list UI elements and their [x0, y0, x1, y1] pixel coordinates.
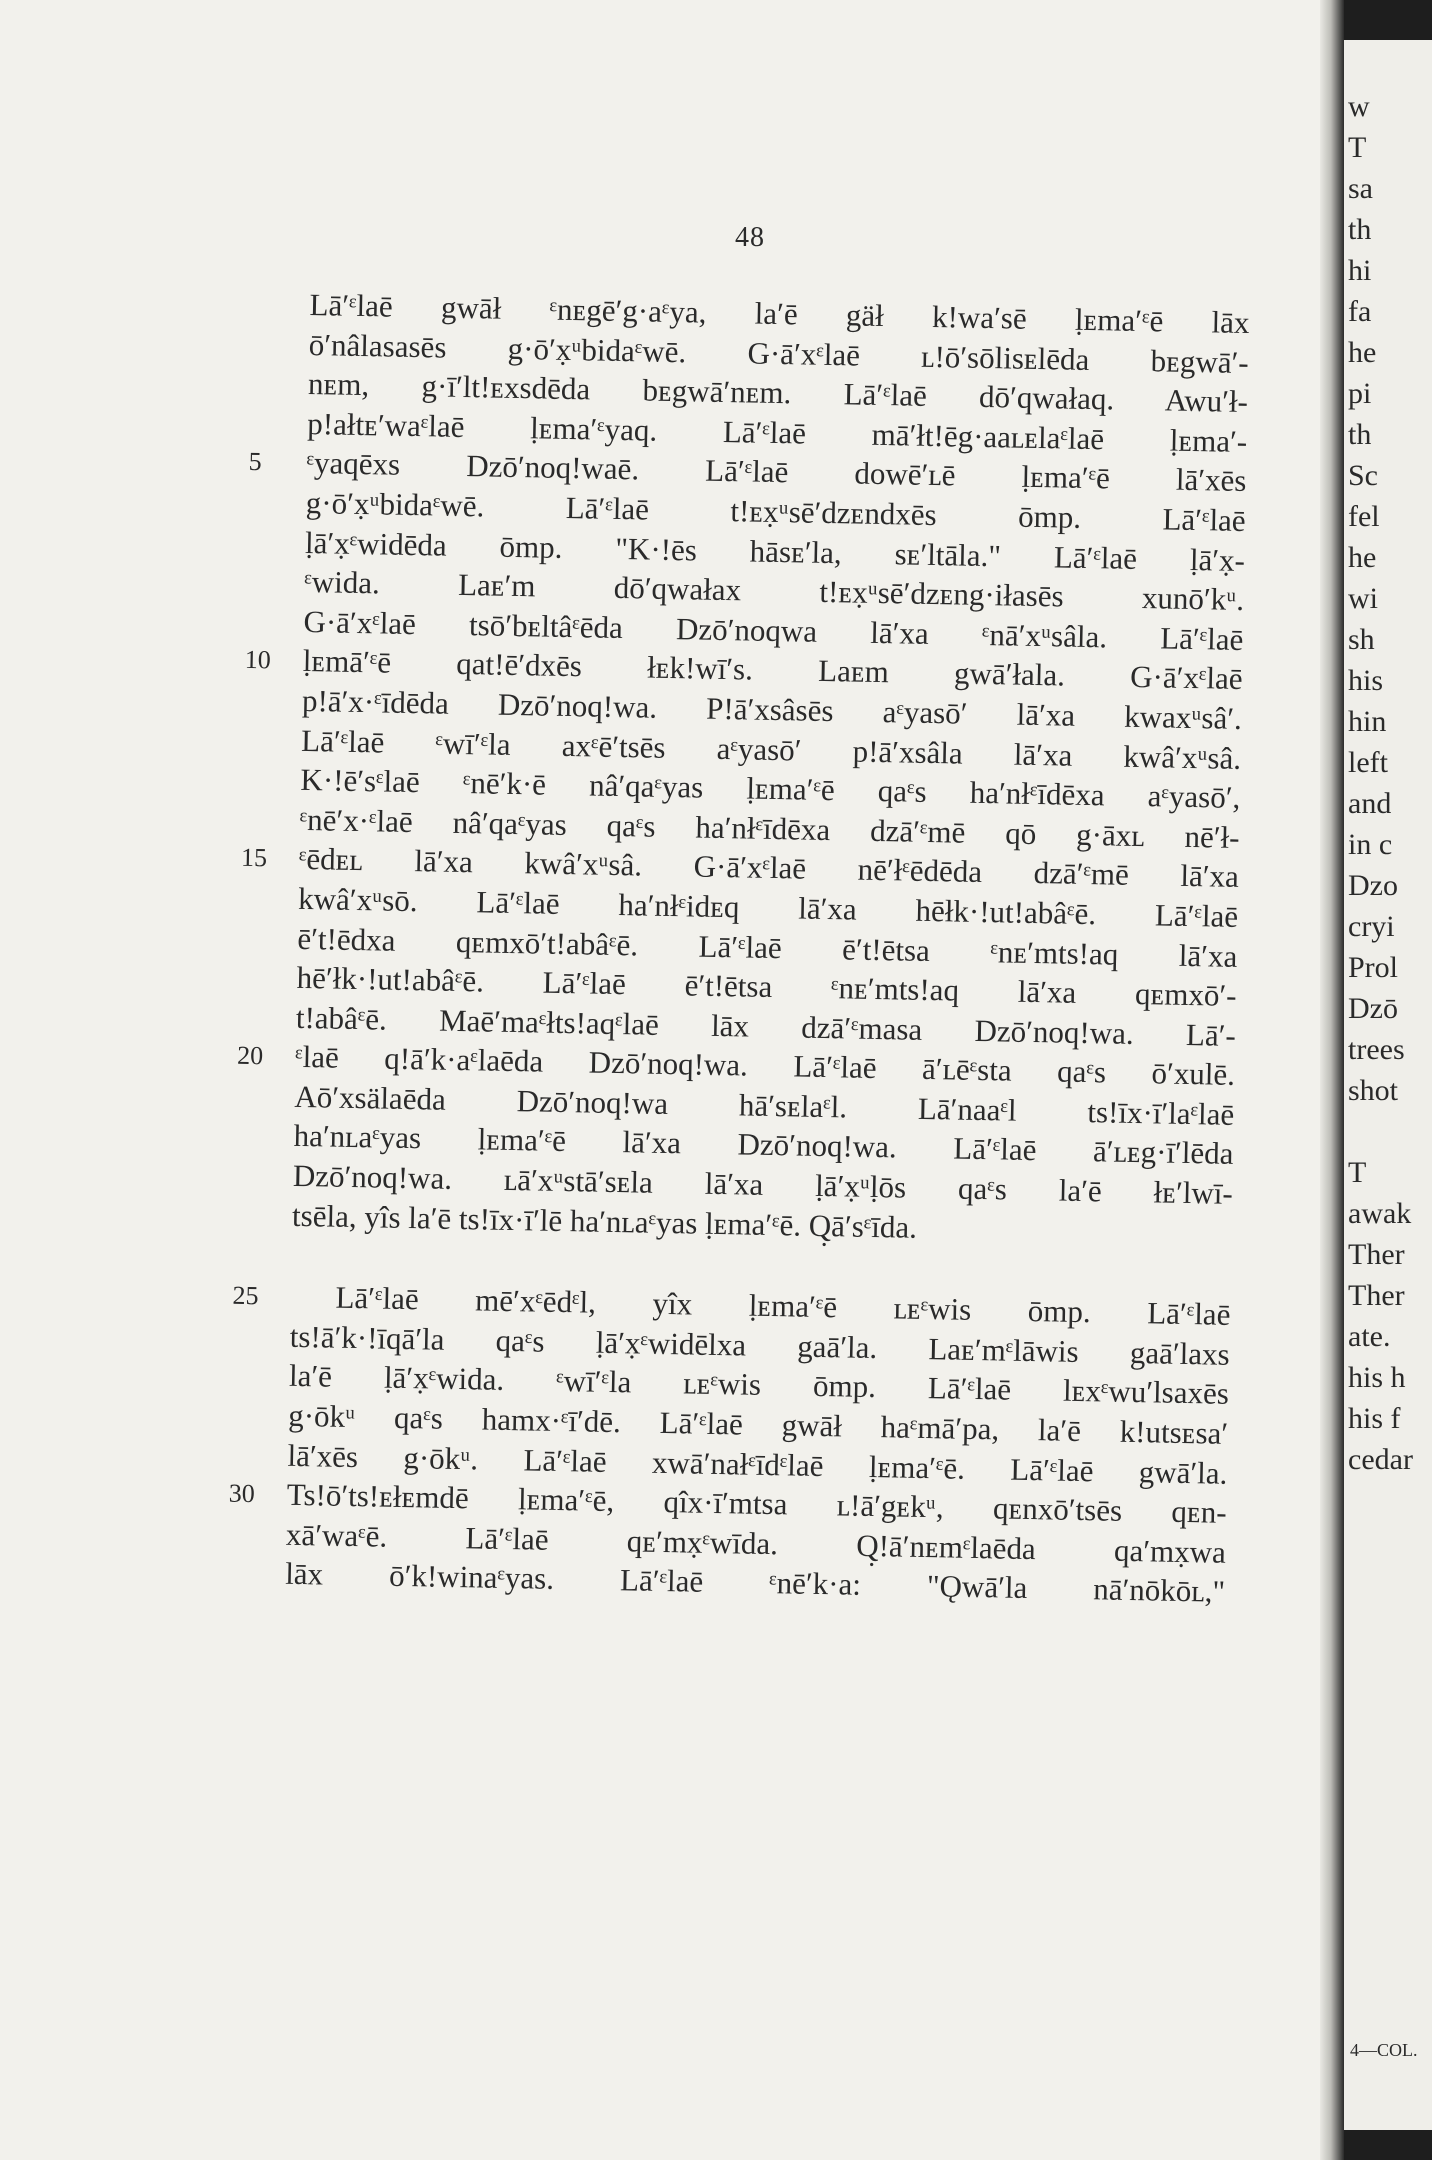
facing-line: Ther [1348, 1279, 1405, 1312]
text-line: xā′waᵋē. Lā′ᵋlaē qᴇ′mx̣ᵋwīda. Q̣!ā′nᴇmᵋlaēda qa′mx̣wa [285, 1516, 1227, 1570]
line-number: 30 [228, 1478, 256, 1509]
text-line: ḷā′x̣ᵋwidēda ōmp. "K·!ēs hāsᴇ′la, sᴇ′ltāla." Lā′ᵋlaē ḷā′x̣- [304, 524, 1246, 578]
text-line: nᴇm, g·ī′lt!ᴇxsdēda bᴇgwā′nᴇm. Lā′ᵋlaē dō′qwałaq. Awu′ł- [307, 366, 1249, 420]
facing-line: T [1348, 1156, 1367, 1189]
facing-line: in c [1348, 828, 1393, 861]
facing-line: his f [1348, 1402, 1401, 1435]
facing-line: hi [1348, 254, 1372, 287]
text-line: p!ā′x·ᵋīdēda Dzō′noq!wa. P!ā′xsâsēs aᵋyasō′ lā′xa kwaxᵘsâ′. [301, 682, 1243, 736]
body-text [228, 285, 1250, 1612]
facing-line: trees [1348, 1033, 1405, 1066]
text-line: Lā′ᵋlaē ᵋwī′ᵋla axᵋē′tsēs aᵋyasō′ p!ā′xsâla lā′xa kwâ′xᵘsâ. [300, 722, 1242, 776]
facing-line: ate. [1348, 1320, 1391, 1353]
text-line-content: Ts!ō′ts!ᴇłᴇmdē ḷᴇma′ᵋē, qîx·ī′mtsa ʟ!ā′gᴇkᵘ, qᴇnxō′tsēs qᴇn- [286, 1476, 1227, 1531]
text-line-content: ḷᴇmā′ᵋē qat!ē′dxēs łᴇk!wī′s. Laᴇm gwā′łala. G·ā′xᵋlaē [302, 643, 1243, 697]
facing-line: his h [1348, 1361, 1406, 1394]
text-line: t!abâᵋē. Maē′maᵋłts!aqᵋlaē lāx dzā′ᵋmasa Dzō′noq!wa. Lā′- [295, 999, 1237, 1053]
facing-line: and [1348, 787, 1392, 820]
text-line: la′ē ḷā′x̣ᵋwida. ᵋwī′ᵋla ʟᴇᵋwis ōmp. Lā′ᵋlaē lᴇxᵋwu′lsaxēs [288, 1358, 1230, 1412]
facing-line: Ther [1348, 1238, 1405, 1271]
line-number: 10 [244, 645, 272, 675]
facing-line [1344, 1111, 1432, 1152]
facing-line: cedar [1348, 1443, 1413, 1476]
facing-line: th [1348, 213, 1372, 246]
text-line: G·ā′xᵋlaē tsō′bᴇltâᵋēda Dzō′noqwa lā′xa ᵋnā′xᵘsâla. Lā′ᵋlaē [303, 603, 1244, 657]
text-line: g·ōkᵘ qaᵋs hamx·ᵋī′dē. Lā′ᵋlaē gwāł haᵋmā′pa, la′ē k!utsᴇsa′ [287, 1397, 1229, 1451]
text-line-content: ᵋēdᴇʟ lā′xa kwâ′xᵘsâ. G·ā′xᵋlaē nē′łᵋēdēda dzā′ᵋmē lā′xa [298, 841, 1240, 895]
line-number: 25 [232, 1280, 259, 1311]
facing-line: he [1348, 336, 1377, 369]
page-number: 48 [735, 222, 765, 253]
text-line: ō′nâlasasēs g·ō′x̣ᵘbidaᵋwē. G·ā′xᵋlaē ʟ!ō′sōlisᴇlēda bᴇgwā′- [308, 326, 1250, 380]
facing-line: Sc [1348, 459, 1378, 492]
facing-line: sh [1348, 623, 1375, 656]
text-line: g·ō′x̣ᵘbidaᵋwē. Lā′ᵋlaē t!ᴇx̣ᵘsē′dzᴇndxēs ōmp. Lā′ᵋlaē [305, 484, 1246, 538]
text-line: ts!ā′k·!īqā′la qaᵋs ḷā′x̣ᵋwidēlxa gaā′la. Laᴇ′mᵋlāwis gaā′laxs [289, 1318, 1230, 1372]
text-line-content: ᵋlaē q!ā′k·aᵋlaēda Dzō′noq!wa. Lā′ᵋlaē ā′ʟēᵋsta qaᵋs ō′xulē. [294, 1039, 1236, 1093]
facing-line: his [1348, 664, 1384, 697]
facing-line: w [1348, 90, 1370, 123]
signature-mark: 4—COL. [1350, 2040, 1418, 2060]
facing-line: pi [1348, 377, 1372, 410]
text-line: ᵋwida. Laᴇ′m dō′qwałax t!ᴇx̣ᵘsē′dzᴇng·iłasēs xunō′kᵘ. [303, 564, 1245, 618]
facing-line: T [1348, 131, 1367, 164]
text-line: lāx ō′k!winaᵋyas. Lā′ᵋlaē ᵋnē′k·a: "Ǫwā′la nā′nōkōʟ," [284, 1556, 1226, 1610]
text-line: Dzō′noq!wa. ʟā′xᵘstā′sᴇla lā′xa ḷā′x̣ᵘḷōs qaᵋs la′ē łᴇ′lwī- [292, 1157, 1234, 1211]
facing-line: he [1348, 541, 1377, 574]
text-line: Lā′ᵋlaē gwāł ᵋnᴇgē′g·aᵋya, la′ē gäł k!wa′sē ḷᴇma′ᵋē lāx [309, 286, 1250, 341]
text-line: lā′xēs g·ōkᵘ. Lā′ᵋlaē xwā′nałᵋīdᵋlaē ḷᴇma′ᵋē. Lā′ᵋlaē gwā′la. [287, 1437, 1228, 1491]
facing-line: Dzō [1348, 992, 1398, 1025]
text-line-content: ᵋyaqēxs Dzō′noq!waē. Lā′ᵋlaē dowē′ʟē ḷᴇma′ᵋē lā′xēs [306, 445, 1247, 499]
facing-line: Dzo [1348, 869, 1398, 902]
book-gutter [1320, 0, 1344, 2160]
facing-line: Prol [1348, 951, 1399, 984]
text-line: tsēla, yîs la′ē ts!īx·ī′lē ha′nʟaᵋyas ḷᴇma′ᵋē. Q̣ā′sᵋīda. [291, 1197, 918, 1245]
text-line: kwâ′xᵘsō. Lā′ᵋlaē ha′nłᵋidᴇq lā′xa hēłk·!ut!abâᵋē. Lā′ᵋlaē [297, 880, 1239, 934]
text-line: ha′nʟaᵋyas ḷᴇma′ᵋē lā′xa Dzō′noq!wa. Lā′ᵋlaē ā′ʟᴇg·ī′lēda [293, 1118, 1234, 1172]
text-line: K·!ē′sᵋlaē ᵋnē′k·ē nâ′qaᵋyas ḷᴇma′ᵋē qaᵋs ha′nłᵋīdēxa aᵋyasō′, [300, 762, 1241, 816]
facing-line: left [1348, 746, 1388, 779]
facing-line: fa [1348, 295, 1372, 328]
text-line: p!ałtᴇ′waᵋlaē ḷᴇma′ᵋyaq. Lā′ᵋlaē mā′łt!ēg·aaʟᴇlaᵋlaē ḷᴇma′- [307, 405, 1248, 459]
facing-line: cryi [1348, 910, 1395, 943]
text-line: ᵋnē′x·ᵋlaē nâ′qaᵋyas qaᵋs ha′nłᵋīdēxa dzā′ᵋmē qō g·āxʟ nē′ł- [299, 801, 1240, 855]
text-line: ē′t!ēdxa qᴇmxō′t!abâᵋē. Lā′ᵋlaē ē′t!ētsa ᵋnᴇ′mts!aq lā′xa [297, 920, 1238, 974]
line-number: 20 [236, 1041, 264, 1071]
facing-line: awak [1348, 1197, 1412, 1230]
text-line-content: Lā′ᵋlaē mē′xᵋēdᵋl, yîx ḷᴇma′ᵋē ʟᴇᵋwis ōmp. Lā′ᵋlaē [335, 1279, 1231, 1333]
facing-line: wi [1348, 582, 1378, 615]
text-line: Aō′xsälaēda Dzō′noq!wa hā′sᴇlaᵋl. Lā′naaᵋl ts!īx·ī′laᵋlaē [294, 1078, 1235, 1132]
line-number: 15 [240, 843, 268, 873]
facing-line: shot [1348, 1074, 1399, 1107]
text-line: hē′łk·!ut!abâᵋē. Lā′ᵋlaē ē′t!ētsa ᵋnᴇ′mts!aq lā′xa qᴇmxō′- [296, 959, 1237, 1014]
facing-line: hin [1348, 705, 1387, 738]
facing-page-fragment [1344, 40, 1432, 2130]
line-number: 5 [248, 447, 262, 477]
facing-line: th [1348, 418, 1372, 451]
facing-line: sa [1348, 172, 1373, 205]
facing-line: fel [1348, 500, 1380, 533]
